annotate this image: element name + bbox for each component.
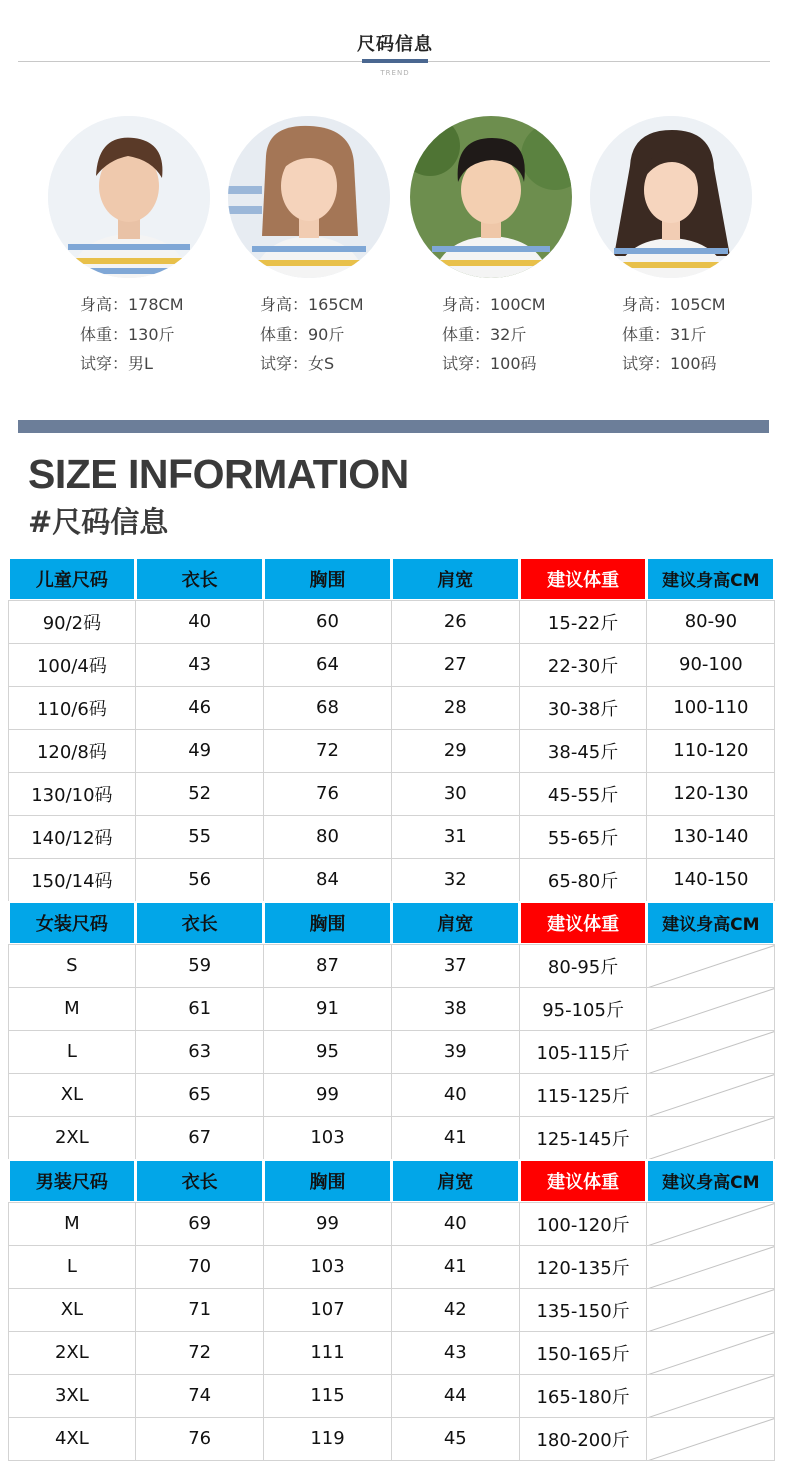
table-row xyxy=(8,1417,781,1460)
model-fit: 试穿：女S xyxy=(260,354,335,373)
table-cell: 42 xyxy=(391,1288,520,1332)
table-cell: L xyxy=(8,1245,137,1289)
table-cell: 38 xyxy=(391,987,520,1031)
table-row xyxy=(8,944,781,987)
model-photo-girl xyxy=(590,116,752,278)
table-header-cell: 衣长 xyxy=(135,901,264,945)
table-cell: 180-200斤 xyxy=(519,1417,648,1461)
table-header-cell: 建议体重 xyxy=(519,557,648,601)
table-cell: 90/2码 xyxy=(8,600,137,644)
table-cell: 56 xyxy=(135,858,264,902)
empty-cell-slash xyxy=(646,1030,775,1074)
model-weight: 体重：32斤 xyxy=(442,324,527,344)
table-cell: 135-150斤 xyxy=(519,1288,648,1332)
table-cell: 30 xyxy=(391,772,520,816)
table-cell: 95-105斤 xyxy=(519,987,648,1031)
table-cell: 110/6码 xyxy=(8,686,137,730)
table-cell: 71 xyxy=(135,1288,264,1332)
table-header-cell: 建议身高CM xyxy=(646,1159,775,1203)
table-cell: 49 xyxy=(135,729,264,773)
model-weight: 体重：31斤 xyxy=(622,324,707,344)
table-cell: 45-55斤 xyxy=(519,772,648,816)
model-weight: 体重：130斤 xyxy=(80,324,175,344)
table-header-cell: 衣长 xyxy=(135,1159,264,1203)
table-cell: 59 xyxy=(135,944,264,988)
table-cell: 44 xyxy=(391,1374,520,1418)
table-cell: 99 xyxy=(263,1202,392,1246)
empty-cell-slash xyxy=(646,1073,775,1117)
table-cell: 63 xyxy=(135,1030,264,1074)
section-divider-band xyxy=(18,420,769,433)
empty-cell-slash xyxy=(646,1331,775,1375)
table-cell: 2XL xyxy=(8,1116,137,1160)
empty-cell-slash xyxy=(646,987,775,1031)
table-cell: 15-22斤 xyxy=(519,600,648,644)
empty-cell-slash xyxy=(646,1116,775,1160)
empty-cell-slash xyxy=(646,1374,775,1418)
table-header-cell: 肩宽 xyxy=(391,901,520,945)
table-cell: 39 xyxy=(391,1030,520,1074)
table-cell: M xyxy=(8,1202,137,1246)
table-cell: 45 xyxy=(391,1417,520,1461)
table-row xyxy=(8,1073,781,1116)
table-cell: 72 xyxy=(135,1331,264,1375)
kids-size-section xyxy=(8,557,781,901)
table-cell: 87 xyxy=(263,944,392,988)
table-header-cell: 肩宽 xyxy=(391,1159,520,1203)
table-cell: 111 xyxy=(263,1331,392,1375)
table-cell: 119 xyxy=(263,1417,392,1461)
table-cell: 70 xyxy=(135,1245,264,1289)
table-cell: 115 xyxy=(263,1374,392,1418)
model-info-woman xyxy=(260,290,364,379)
table-cell: 72 xyxy=(263,729,392,773)
table-cell: 26 xyxy=(391,600,520,644)
table-cell: 65 xyxy=(135,1073,264,1117)
table-cell: 40 xyxy=(135,600,264,644)
womens-size-section xyxy=(8,901,781,1159)
table-cell: 30-38斤 xyxy=(519,686,648,730)
table-header-cell: 建议体重 xyxy=(519,1159,648,1203)
table-cell: L xyxy=(8,1030,137,1074)
model-photo-boy xyxy=(410,116,572,278)
table-cell: 28 xyxy=(391,686,520,730)
table-cell: 120-135斤 xyxy=(519,1245,648,1289)
table-header-cell: 建议体重 xyxy=(519,901,648,945)
model-height: 身高：165CM xyxy=(260,295,364,314)
empty-cell-slash xyxy=(646,1245,775,1289)
table-cell: 103 xyxy=(263,1245,392,1289)
table-row xyxy=(8,1116,781,1159)
header-subtitle: TREND xyxy=(380,69,410,77)
table-row xyxy=(8,729,781,772)
table-cell: 150/14码 xyxy=(8,858,137,902)
table-header-cell: 儿童尺码 xyxy=(8,557,137,601)
table-cell: 31 xyxy=(391,815,520,859)
table-row xyxy=(8,815,781,858)
table-cell: 46 xyxy=(135,686,264,730)
table-row xyxy=(8,1245,781,1288)
table-cell: XL xyxy=(8,1288,137,1332)
table-cell: 99 xyxy=(263,1073,392,1117)
table-header-cell: 胸围 xyxy=(263,901,392,945)
table-cell: 100/4码 xyxy=(8,643,137,687)
table-cell: XL xyxy=(8,1073,137,1117)
table-header-cell: 女装尺码 xyxy=(8,901,137,945)
table-row xyxy=(8,1374,781,1417)
size-table xyxy=(8,557,781,1460)
table-header-row xyxy=(8,557,781,600)
table-cell: 52 xyxy=(135,772,264,816)
table-cell: 61 xyxy=(135,987,264,1031)
table-header-cell: 肩宽 xyxy=(391,557,520,601)
model-info-boy xyxy=(442,290,546,379)
table-cell: 115-125斤 xyxy=(519,1073,648,1117)
table-row xyxy=(8,600,781,643)
table-row xyxy=(8,987,781,1030)
table-cell: 38-45斤 xyxy=(519,729,648,773)
table-cell: 84 xyxy=(263,858,392,902)
table-header-cell: 衣长 xyxy=(135,557,264,601)
table-header-row xyxy=(8,1159,781,1202)
table-cell: 22-30斤 xyxy=(519,643,648,687)
table-cell: 76 xyxy=(263,772,392,816)
section-title: SIZE INFORMATION xyxy=(28,451,409,497)
table-row xyxy=(8,858,781,901)
table-cell: 107 xyxy=(263,1288,392,1332)
table-cell: 91 xyxy=(263,987,392,1031)
table-cell: 55 xyxy=(135,815,264,859)
table-cell: 40 xyxy=(391,1202,520,1246)
table-cell: 130-140 xyxy=(646,815,775,859)
table-cell: S xyxy=(8,944,137,988)
empty-cell-slash xyxy=(646,944,775,988)
table-cell: 68 xyxy=(263,686,392,730)
model-info-girl xyxy=(622,290,726,379)
section-subtitle: #尺码信息 xyxy=(28,505,169,539)
table-header-row xyxy=(8,901,781,944)
model-height: 身高：105CM xyxy=(622,295,726,314)
table-cell: 67 xyxy=(135,1116,264,1160)
model-height: 身高：100CM xyxy=(442,295,546,314)
table-cell: 130/10码 xyxy=(8,772,137,816)
table-cell: 4XL xyxy=(8,1417,137,1461)
table-cell: 95 xyxy=(263,1030,392,1074)
table-cell: 90-100 xyxy=(646,643,775,687)
model-fit: 试穿：男L xyxy=(80,354,153,373)
table-cell: 41 xyxy=(391,1245,520,1289)
table-cell: 64 xyxy=(263,643,392,687)
table-cell: 37 xyxy=(391,944,520,988)
table-header-cell: 建议身高CM xyxy=(646,557,775,601)
model-fit: 试穿：100码 xyxy=(442,354,537,373)
table-cell: 60 xyxy=(263,600,392,644)
model-gallery xyxy=(0,116,790,396)
table-cell: 55-65斤 xyxy=(519,815,648,859)
empty-cell-slash xyxy=(646,1288,775,1332)
table-cell: 3XL xyxy=(8,1374,137,1418)
table-cell: 41 xyxy=(391,1116,520,1160)
table-cell: 40 xyxy=(391,1073,520,1117)
table-cell: 74 xyxy=(135,1374,264,1418)
table-cell: 43 xyxy=(391,1331,520,1375)
empty-cell-slash xyxy=(646,1417,775,1461)
table-cell: 140/12码 xyxy=(8,815,137,859)
table-row xyxy=(8,643,781,686)
table-cell: 2XL xyxy=(8,1331,137,1375)
table-cell: 120/8码 xyxy=(8,729,137,773)
model-fit: 试穿：100码 xyxy=(622,354,717,373)
table-header-cell: 胸围 xyxy=(263,557,392,601)
table-header-cell: 建议身高CM xyxy=(646,901,775,945)
mens-size-section xyxy=(8,1159,781,1460)
page-title: 尺码信息 xyxy=(357,34,433,55)
model-photo-man xyxy=(48,116,210,278)
table-header-cell: 男装尺码 xyxy=(8,1159,137,1203)
table-cell: 165-180斤 xyxy=(519,1374,648,1418)
table-row xyxy=(8,1202,781,1245)
table-row xyxy=(8,686,781,729)
table-cell: 43 xyxy=(135,643,264,687)
table-cell: 100-120斤 xyxy=(519,1202,648,1246)
table-cell: 110-120 xyxy=(646,729,775,773)
header-accent-bar xyxy=(362,59,428,63)
table-cell: 80 xyxy=(263,815,392,859)
table-row xyxy=(8,1288,781,1331)
table-cell: 103 xyxy=(263,1116,392,1160)
table-row xyxy=(8,1331,781,1374)
model-info-man xyxy=(80,290,184,379)
table-cell: 27 xyxy=(391,643,520,687)
table-row xyxy=(8,1030,781,1073)
table-cell: 65-80斤 xyxy=(519,858,648,902)
table-cell: 150-165斤 xyxy=(519,1331,648,1375)
table-cell: 140-150 xyxy=(646,858,775,902)
table-cell: 76 xyxy=(135,1417,264,1461)
table-cell: 105-115斤 xyxy=(519,1030,648,1074)
table-cell: 120-130 xyxy=(646,772,775,816)
table-cell: 29 xyxy=(391,729,520,773)
table-cell: 69 xyxy=(135,1202,264,1246)
table-cell: 32 xyxy=(391,858,520,902)
table-cell: 100-110 xyxy=(646,686,775,730)
table-cell: 80-95斤 xyxy=(519,944,648,988)
model-height: 身高：178CM xyxy=(80,295,184,314)
table-row xyxy=(8,772,781,815)
model-weight: 体重：90斤 xyxy=(260,324,345,344)
model-photo-woman xyxy=(228,116,390,278)
table-cell: M xyxy=(8,987,137,1031)
empty-cell-slash xyxy=(646,1202,775,1246)
table-header-cell: 胸围 xyxy=(263,1159,392,1203)
table-cell: 125-145斤 xyxy=(519,1116,648,1160)
table-cell: 80-90 xyxy=(646,600,775,644)
